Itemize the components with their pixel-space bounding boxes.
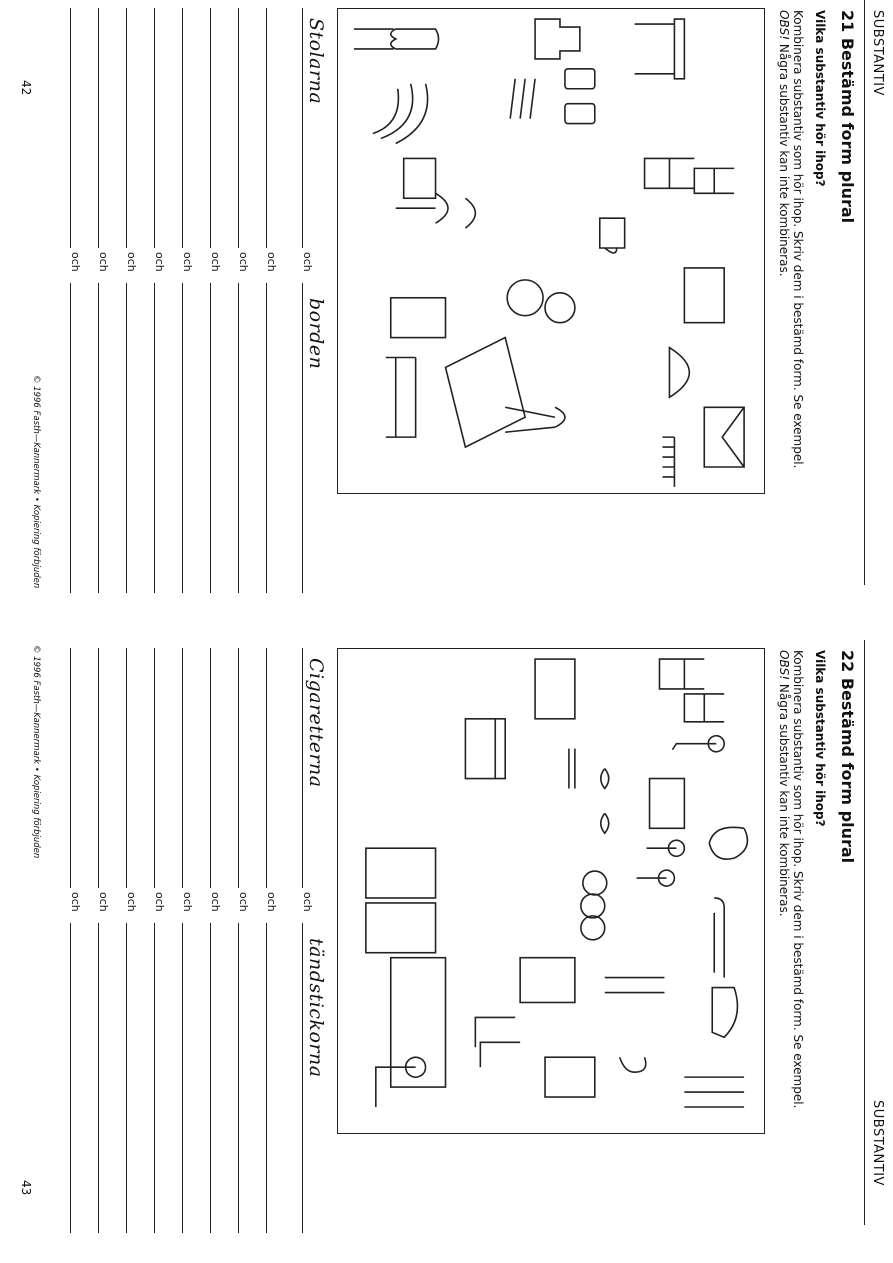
blank-right[interactable] [182, 923, 183, 1233]
section-label: SUBSTANTIV [870, 10, 885, 96]
hat-drawing [535, 19, 580, 59]
obs-text: Några substantiv kan inte kombineras. [777, 40, 791, 277]
knitted-hat-drawing [669, 348, 689, 398]
blank-left[interactable] [154, 648, 155, 888]
connector-och: och [97, 892, 110, 912]
connector-och: och [181, 252, 194, 272]
answer-area [25, 648, 325, 1234]
orange-drawing-2 [545, 293, 575, 323]
obs-text: Några substantiv kan inte kombineras. [777, 680, 791, 917]
connector-och: och [265, 892, 278, 912]
pepper-drawing [709, 827, 747, 859]
blank-right[interactable] [98, 923, 99, 1233]
connector-och: och [209, 892, 222, 912]
connector-och: och [301, 892, 314, 912]
bananas-drawing [373, 84, 428, 144]
object-illustrations [338, 9, 764, 493]
page-number: 42 [19, 80, 33, 96]
chair-drawing-1 [659, 659, 704, 689]
page-42 [0, 0, 893, 600]
onion-drawing-1 [583, 871, 607, 895]
blank-left[interactable] [266, 8, 267, 248]
illustration-box [337, 648, 765, 1134]
blank-left[interactable] [266, 648, 267, 888]
instruction-text: Kombinera substantiv som hör ihop. Skriv dem i bestämd form. Se exempel. [791, 650, 805, 1109]
tights-drawing [354, 29, 439, 49]
exercise-instruction [777, 650, 805, 1210]
frame-drawing [684, 268, 724, 323]
answer-row[interactable] [299, 648, 325, 1234]
cup-drawing [600, 218, 625, 253]
blank-right[interactable] [302, 923, 303, 1233]
glass-drawing-2 [565, 104, 595, 124]
blank-left[interactable] [154, 8, 155, 248]
exercise-question: Vilka substantiv hör ihop? [813, 650, 827, 827]
answer-row[interactable] [235, 8, 261, 594]
blank-left[interactable] [126, 648, 127, 888]
answer-row[interactable] [207, 648, 233, 1234]
answer-row[interactable] [123, 648, 149, 1234]
onion-drawing-2 [581, 894, 605, 918]
notebook-drawing [520, 958, 575, 1003]
connector-och: och [153, 252, 166, 272]
comb-drawing [662, 437, 674, 487]
blank-left[interactable] [302, 8, 303, 248]
connector-och: och [69, 252, 82, 272]
blank-left[interactable] [98, 648, 99, 888]
blank-right[interactable] [266, 923, 267, 1233]
answer-row[interactable] [207, 8, 233, 594]
answer-row[interactable] [235, 648, 261, 1234]
blank-left[interactable] [302, 648, 303, 888]
sled-drawing [714, 898, 724, 978]
envelope-drawing [704, 407, 744, 467]
exercise-question: Vilka substantiv hör ihop? [813, 10, 827, 187]
connector-och: och [125, 252, 138, 272]
blank-right[interactable] [238, 283, 239, 593]
door-drawing-1 [366, 848, 436, 898]
blank-left[interactable] [70, 648, 71, 888]
postbox-drawing [545, 1057, 595, 1097]
chair-drawing-2 [684, 694, 724, 722]
blank-left[interactable] [210, 648, 211, 888]
example-left-answer: Cigaretterna [305, 658, 327, 788]
stamp-drawing [404, 158, 436, 198]
door-drawing-2 [366, 903, 436, 953]
answer-row[interactable] [179, 648, 205, 1234]
answer-row[interactable] [179, 8, 205, 594]
page-43 [0, 640, 893, 1240]
exercise-instruction [777, 10, 805, 570]
chair-drawing-1 [645, 158, 695, 188]
example-left-answer: Stolarna [305, 18, 327, 105]
obs-note [777, 10, 791, 570]
postcard-drawing [650, 779, 685, 829]
example-right-answer: tändstickorna [305, 938, 327, 1078]
answer-row[interactable] [67, 648, 93, 1234]
answer-row[interactable] [95, 8, 121, 594]
onion-drawing-3 [581, 916, 605, 940]
header-rule [864, 0, 865, 585]
blank-left[interactable] [238, 648, 239, 888]
connector-och: och [237, 252, 250, 272]
answer-row[interactable] [151, 648, 177, 1234]
answer-area [25, 8, 325, 594]
blank-right[interactable] [210, 923, 211, 1233]
blank-left[interactable] [238, 8, 239, 248]
connector-och: och [153, 892, 166, 912]
connector-och: och [181, 892, 194, 912]
blank-left[interactable] [98, 8, 99, 248]
obs-label: OBS! [777, 10, 791, 41]
connector-och: och [265, 252, 278, 272]
instruction-text: Kombinera substantiv som hör ihop. Skriv dem i bestämd form. Se exempel. [791, 10, 805, 469]
answer-row[interactable] [95, 648, 121, 1234]
copyright-notice: © 1996 Fasth—Kannermark • Kopiering förbjuden [31, 375, 41, 589]
answer-row[interactable] [151, 8, 177, 594]
answer-row[interactable] [67, 8, 93, 594]
page-number: 43 [19, 1180, 33, 1196]
exercise-title: 21 Bestämd form plural [838, 10, 857, 224]
connector-och: och [69, 892, 82, 912]
blank-right[interactable] [70, 923, 71, 1233]
blank-right[interactable] [126, 923, 127, 1233]
connector-och: och [301, 252, 314, 272]
mailbox-drawing [391, 298, 446, 338]
connector-och: och [237, 892, 250, 912]
answer-row[interactable] [263, 648, 289, 1234]
blank-right[interactable] [70, 283, 71, 593]
blank-right[interactable] [302, 283, 303, 593]
glass-drawing-1 [565, 69, 595, 89]
blank-right[interactable] [182, 283, 183, 593]
answer-row[interactable] [263, 8, 289, 594]
blank-right[interactable] [154, 283, 155, 593]
blank-left[interactable] [210, 8, 211, 248]
cigarette-pack-drawing [535, 659, 575, 719]
tulips-drawing [505, 407, 565, 432]
table-drawing [635, 19, 685, 79]
wallet-drawing [465, 719, 505, 779]
toothbrush-drawing [605, 978, 665, 993]
answer-row[interactable] [299, 8, 325, 594]
blank-right[interactable] [98, 283, 99, 593]
boots-drawing [475, 1017, 520, 1067]
blank-right[interactable] [210, 283, 211, 593]
obs-label: OBS! [777, 650, 791, 681]
chair-drawing-2 [694, 168, 734, 193]
illustration-box [337, 8, 765, 494]
eye-drawing-2 [601, 813, 609, 833]
exercise-title: 22 Bestämd form plural [838, 650, 857, 864]
blank-right[interactable] [154, 923, 155, 1233]
connector-och: och [209, 252, 222, 272]
blank-left[interactable] [182, 648, 183, 888]
person-desk-drawing [376, 1057, 426, 1107]
blank-left[interactable] [126, 8, 127, 248]
connector-och: och [97, 252, 110, 272]
blank-right[interactable] [266, 283, 267, 593]
pen-drawing [510, 79, 535, 119]
blank-right[interactable] [238, 923, 239, 1233]
people-drawing [637, 840, 685, 886]
copyright-notice: © 1996 Fasth—Kannermark • Kopiering förbjuden [31, 645, 41, 859]
keys-drawing [672, 736, 724, 752]
connector-och: och [125, 892, 138, 912]
example-right-answer: borden [305, 298, 327, 370]
matches-drawing [569, 749, 575, 789]
ear-drawing [620, 1057, 646, 1072]
shoes-drawing [712, 988, 737, 1038]
eye-drawing-1 [601, 769, 609, 789]
blank-left[interactable] [182, 8, 183, 248]
answer-row[interactable] [123, 8, 149, 594]
tubes-drawing [684, 1077, 744, 1107]
bed-drawing [386, 358, 416, 438]
header-rule [864, 640, 865, 1225]
blank-right[interactable] [126, 283, 127, 593]
section-label: SUBSTANTIV [870, 1100, 885, 1186]
orange-drawing-1 [507, 280, 543, 316]
blank-left[interactable] [70, 8, 71, 248]
object-illustrations [338, 649, 764, 1133]
obs-note [777, 650, 791, 1210]
